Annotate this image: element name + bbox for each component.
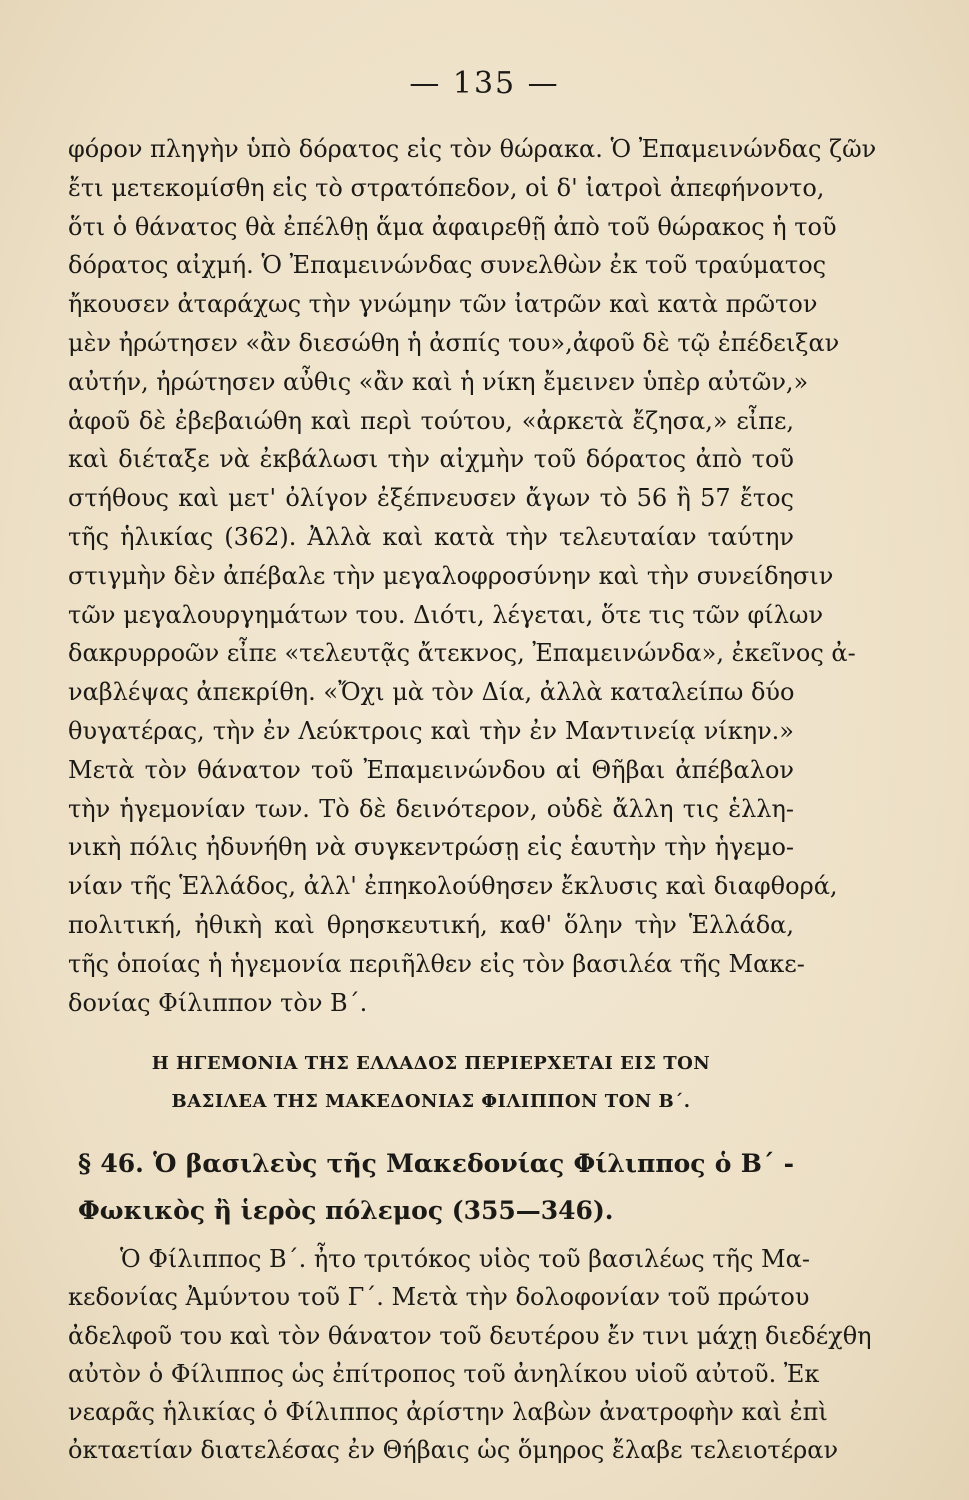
section-title-line: § 46. Ὁ βασιλεὺς τῆς Μακεδονίας Φίλιππος ὁ Β΄ - — [78, 1149, 794, 1178]
body-paragraph — [68, 130, 877, 1022]
text-line: δακρυρροῶν εἶπε «τελευτᾷς ἄτεκνος, Ἐπαμεινώνδα», ἐκεῖνος ἀ- — [68, 639, 856, 668]
text-line: δόρατος αἰχμή. Ὁ Ἐπαμεινώνδας συνελθὼν ἐκ τοῦ τραύματος — [68, 251, 827, 280]
text-line: δονίας Φίλιππον τὸν Β΄. — [68, 988, 368, 1017]
text-line: ναβλέψας ἀπεκρίθη. «Ὄχι μὰ τὸν Δία, ἀλλὰ καταλείπω δύο — [68, 678, 795, 707]
text-line: αὐτὸν ὁ Φίλιππος ὡς ἐπίτροπος τοῦ ἀνηλίκου υἱοῦ αὐτοῦ. Ἐκ — [68, 1359, 820, 1388]
text-line: τῶν μεγαλουργημάτων του. Διότι, λέγεται, ὅτε τις τῶν φίλων — [68, 600, 824, 629]
text-line: στιγμὴν δὲν ἀπέβαλε τὴν μεγαλοφροσύνην καὶ τὴν συνείδησιν — [68, 561, 834, 590]
text-line: καὶ διέταξε νὰ ἐκβάλωσι τὴν αἰχμὴν τοῦ δόρατος ἀπὸ τοῦ — [68, 445, 794, 474]
text-line: Ὁ Φίλιππος Β΄. ἦτο τριτόκος υἱὸς τοῦ βασιλέως τῆς Μα- — [120, 1245, 810, 1273]
section-paragraph — [68, 1240, 872, 1470]
text-line: θυγατέρας, τὴν ἐν Λεύκτροις καὶ τὴν ἐν Μαντινείᾳ νίκην.» — [68, 716, 794, 745]
text-line: ὀκταετίαν διατελέσας ἐν Θήβαις ὡς ὅμηρος ἔλαβε τελειοτέραν — [68, 1436, 839, 1465]
text-line: στήθους καὶ μετ' ὀλίγον ἐξέπνευσεν ἄγων τὸ 56 ἢ 57 ἔτος — [68, 484, 794, 513]
heading-line: Η ΗΓΕΜΟΝΙΑ ΤΗΣ ΕΛΛΑΔΟΣ ΠΕΡΙΕΡΧΕΤΑΙ ΕΙΣ ΤΟΝ — [151, 1053, 711, 1074]
text-line: ἀφοῦ δὲ ἐβεβαιώθη καὶ περὶ τούτου, «ἀρκετὰ ἔζησα,» εἶπε, — [68, 406, 794, 435]
text-line: τῆς ἡλικίας (362). Ἀλλὰ καὶ κατὰ τὴν τελευταίαν ταύτην — [68, 522, 794, 551]
text-line: νικὴ πόλις ἠδυνήθη νὰ συγκεντρώσῃ εἰς ἑαυτὴν τὴν ἡγεμο- — [68, 833, 794, 862]
text-line: αὐτήν, ἠρώτησεν αὖθις «ἂν καὶ ἡ νίκη ἔμεινεν ὑπὲρ αὐτῶν,» — [68, 367, 809, 396]
section-title — [78, 1140, 794, 1234]
text-line: φόρον πληγὴν ὑπὸ δόρατος εἰς τὸν θώρακα. Ὁ Ἐπαμεινώνδας ζῶν — [68, 135, 877, 163]
text-line: ἤκουσεν ἀταράχως τὴν γνώμην τῶν ἰατρῶν καὶ κατὰ πρῶτον — [68, 290, 818, 319]
text-line: Μετὰ τὸν θάνατον τοῦ Ἐπαμεινώνδου αἱ Θῆβαι ἀπέβαλον — [68, 755, 794, 784]
text-line: νίαν τῆς Ἑλλάδος, ἀλλ' ἐπηκολούθησεν ἔκλυσις καὶ διαφθορά, — [68, 872, 838, 901]
text-line: τὴν ἡγεμονίαν των. Τὸ δὲ δεινότερον, οὐδὲ ἄλλη τις ἑλλη- — [68, 794, 794, 823]
text-line: τῆς ὁποίας ἡ ἡγεμονία περιῆλθεν εἰς τὸν βασιλέα τῆς Μακε- — [68, 949, 805, 978]
text-line: ὅτι ὁ θάνατος θὰ ἐπέλθῃ ἅμα ἀφαιρεθῇ ἀπὸ τοῦ θώρακος ἡ τοῦ — [68, 212, 837, 241]
text-line: κεδονίας Ἀμύντου τοῦ Γ΄. Μετὰ τὴν δολοφονίαν τοῦ πρώτου — [68, 1283, 810, 1312]
heading-line: ΒΑΣΙΛΕΑ ΤΗΣ ΜΑΚΕΔΟΝΙΑΣ ΦΙΛΙΠΠΟΝ ΤΟΝ Β΄. — [171, 1091, 691, 1112]
page-number: — 135 — — [409, 66, 560, 101]
text-line: ἀδελφοῦ του καὶ τὸν θάνατον τοῦ δευτέρου ἔν τινι μάχῃ διεδέχθη — [68, 1321, 872, 1350]
section-title-line: Φωκικὸς ἢ ἱερὸς πόλεμος (355—346). — [78, 1196, 614, 1225]
text-line: πολιτική, ἠθικὴ καὶ θρησκευτική, καθ' ὅλην τὴν Ἑλλάδα, — [68, 910, 794, 939]
section-heading — [68, 1045, 794, 1121]
text-line: ἔτι μετεκομίσθη εἰς τὸ στρατόπεδον, οἱ δ' ἰατροὶ ἀπεφήνοντο, — [68, 173, 825, 202]
text-line: μὲν ἠρώτησεν «ἂν διεσώθη ἡ ἀσπίς του»,ἀφοῦ δὲ τῷ ἐπέδειξαν — [68, 328, 840, 357]
text-line: νεαρᾶς ἡλικίας ὁ Φίλιππος ἀρίστην λαβὼν ἀνατροφὴν καὶ ἐπὶ — [68, 1398, 828, 1427]
